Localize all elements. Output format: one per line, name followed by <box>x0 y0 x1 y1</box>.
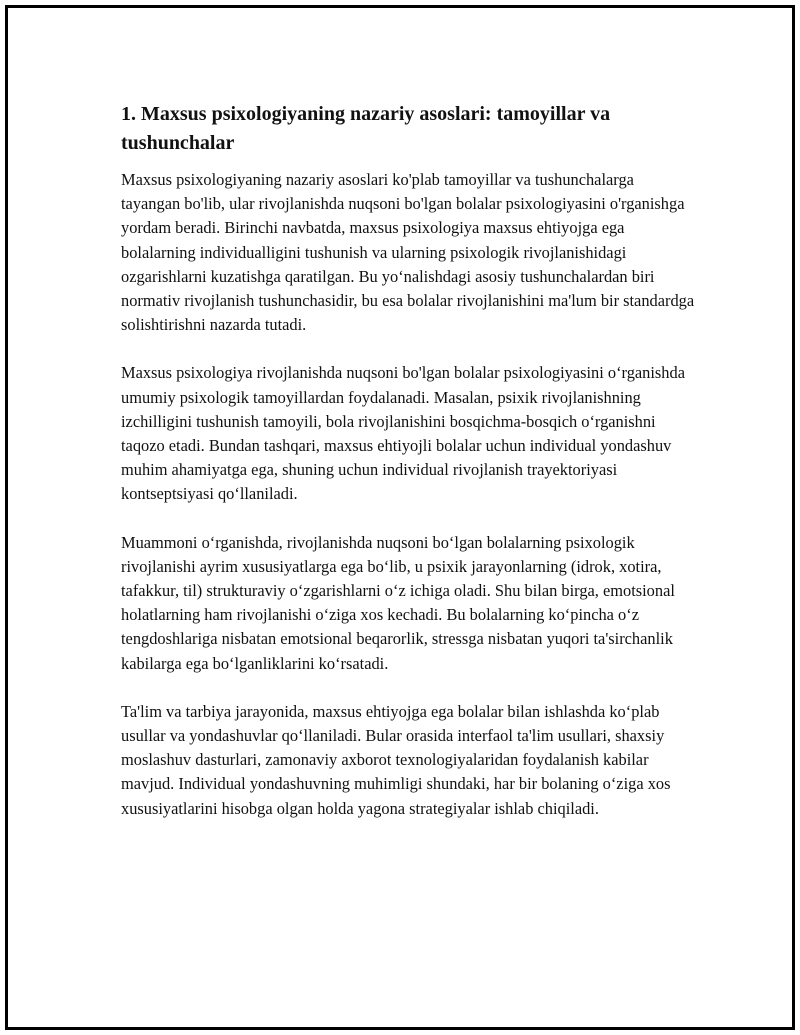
page-frame <box>5 5 795 1030</box>
paragraph-1: Maxsus psixologiyaning nazariy asoslari ko'plab tamoyillar va tushunchalarga tayangan bo'lib, ular rivojlanishda nuqsoni bo'lgan bolalar psixologiyasini o'rganishga yordam beradi. Birinchi navbatda, maxsus psixologiya maxsus ehtiyojga ega bolalarning individualligini tushunish va ularning psixologik rivojlanishidagi ozgarishlarni kuzatishga qaratilgan. Bu yo‘nalishdagi asosiy tushunchalardan biri normativ rivojlanish tushunchasidir, bu esa bolalar rivojlanishini ma'lum bir standardga solishtirishni nazarda tutadi. <box>121 170 695 335</box>
paragraph-3: Muammoni o‘rganishda, rivojlanishda nuqsoni bo‘lgan bolalarning psixologik rivojlanishi ayrim xususiyatlarga ega bo‘lib, u psixik jarayonlarning (idrok, xotira, tafakkur, til) strukturaviy o‘zgarishlarni o‘z ichiga oladi. Shu bilan birga, emotsional holatlarning ham rivojlanishi o‘ziga xos kechadi. Bu bolalarning ko‘pincha o‘z tengdoshlariga nisbatan emotsional beqarorlik, stressga nisbatan yuqori ta'sirchanlik kabilarga ega bo‘lganliklarini ko‘rsatadi. <box>121 532 675 673</box>
document-body <box>121 100 696 845</box>
section-heading: 1. Maxsus psixologiyaning nazariy asoslari: tamoyillar va tushunchalar <box>121 103 611 154</box>
paragraph-2: Maxsus psixologiya rivojlanishda nuqsoni bo'lgan bolalar psixologiyasini o‘rganishda umumiy psixologik tamoyillardan foydalanadi. Masalan, psixik rivojlanishning izchilligini tushunish tamoyili, bola rivojlanishini bosqichma-bosqich o‘rganishni taqozo etadi. Bundan tashqari, maxsus ehtiyojli bolalar uchun individual yondashuv muhim ahamiyatga ega, shuning uchun individual rivojlanish trayektoriyasi kontseptsiyasi qo‘llaniladi. <box>121 363 685 504</box>
paragraph-4: Ta'lim va tarbiya jarayonida, maxsus ehtiyojga ega bolalar bilan ishlashda ko‘plab usullar va yondashuvlar qo‘llaniladi. Bular orasida interfaol ta'lim usullari, shaxsiy moslashuv dasturlari, zamonaviy axborot texnologiyalaridan foydalanish kabilar mavjud. Individual yondashuvning muhimligi shundaki, har bir bolaning o‘ziga xos xususiyatlarini hisobga olgan holda yagona strategiyalar ishlab chiqiladi. <box>121 701 671 818</box>
